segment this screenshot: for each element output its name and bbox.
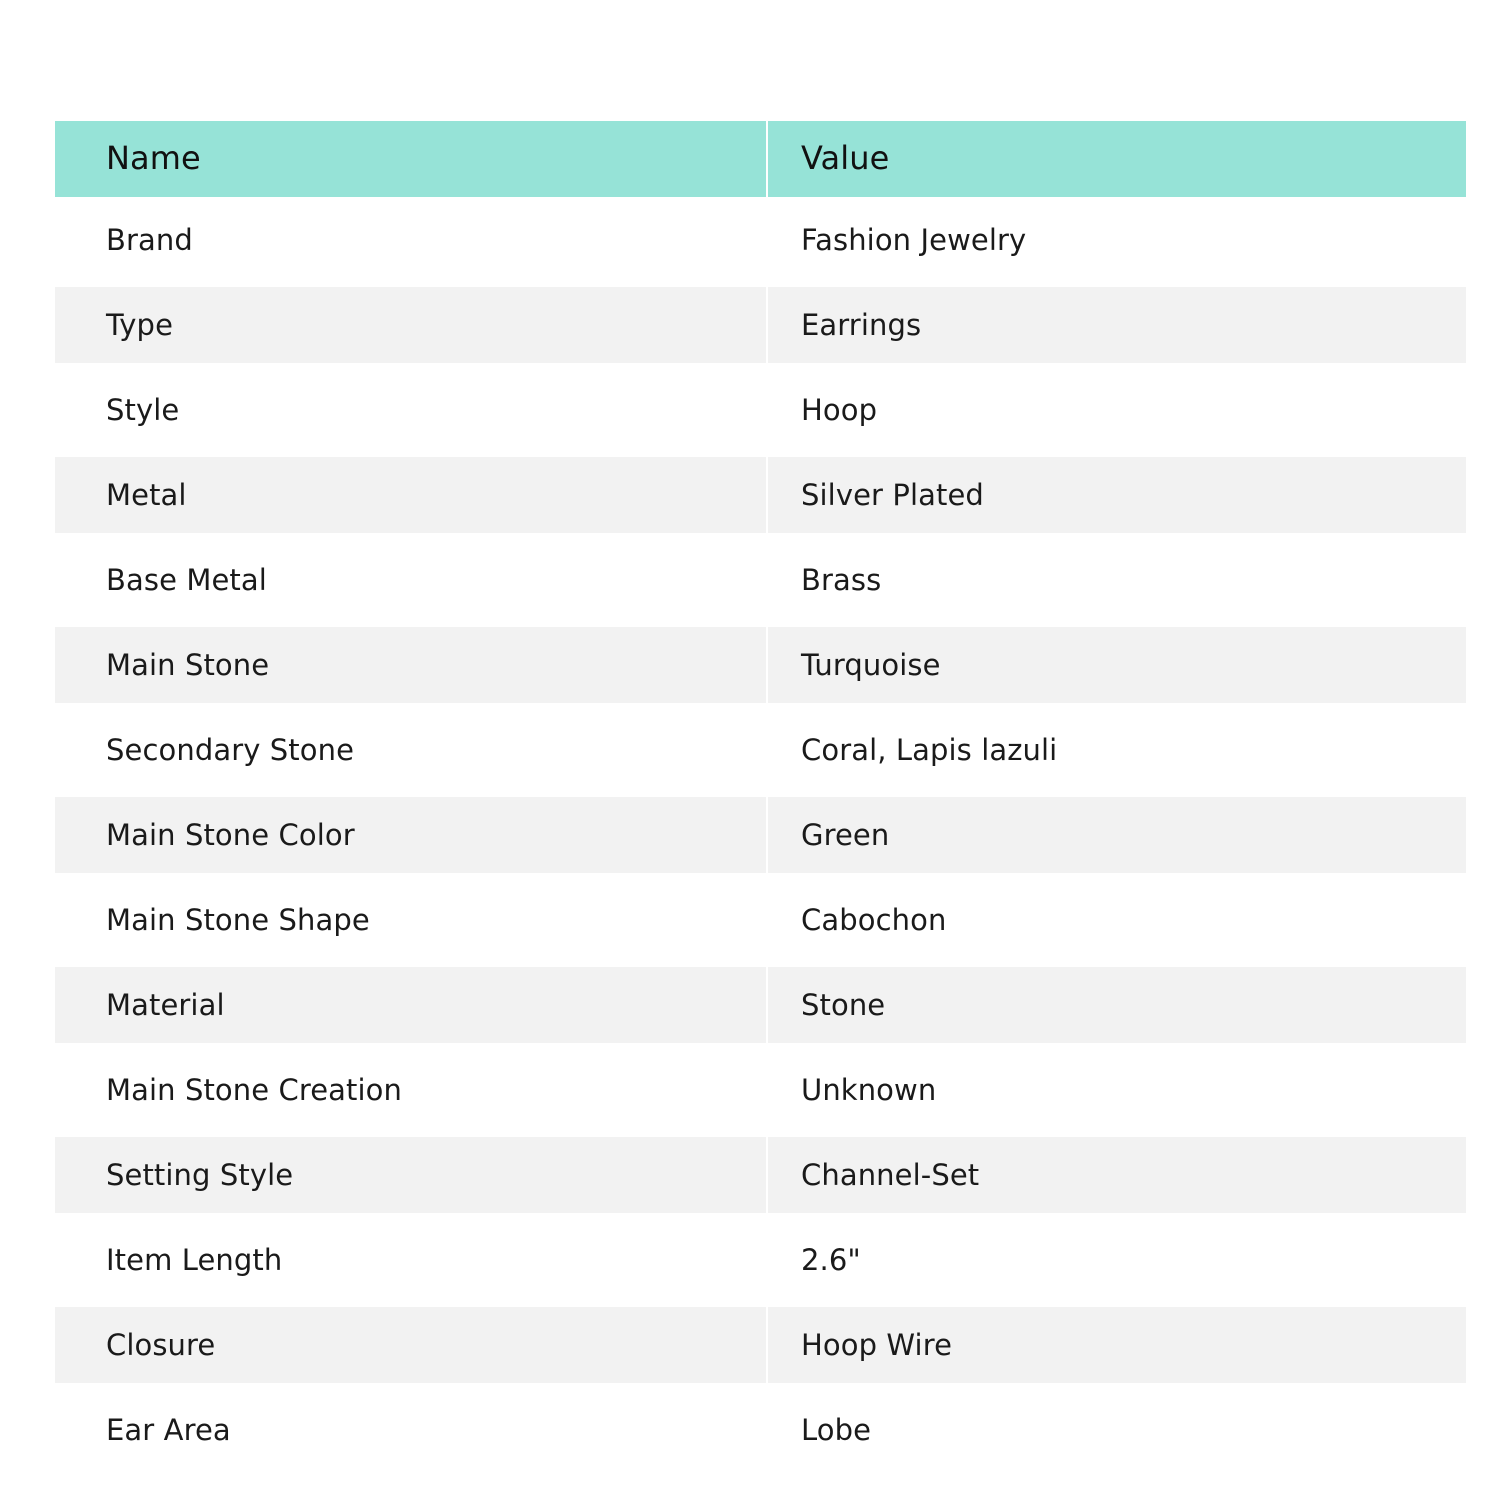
header-name: Name <box>55 121 766 197</box>
row-name: Secondary Stone <box>106 732 355 767</box>
row-value: Green <box>768 797 1466 873</box>
table-row <box>55 537 1466 622</box>
row-name: Setting Style <box>55 1137 766 1213</box>
row-value: Unknown <box>801 1072 937 1107</box>
row-name: Style <box>106 392 180 427</box>
row-name: Item Length <box>106 1242 283 1277</box>
row-value: Channel-Set <box>768 1137 1466 1213</box>
row-value: Fashion Jewelry <box>801 222 1027 257</box>
table-row <box>55 877 1466 962</box>
row-value: Hoop Wire <box>768 1307 1466 1383</box>
spec-table <box>55 121 1466 1472</box>
row-name: Main Stone Shape <box>106 902 370 937</box>
table-row <box>55 197 1466 282</box>
row-value: 2.6" <box>801 1242 861 1277</box>
table-row <box>55 797 1466 873</box>
row-value: Coral, Lapis lazuli <box>801 732 1058 767</box>
row-name: Metal <box>55 457 766 533</box>
table-row <box>55 367 1466 452</box>
row-value: Turquoise <box>768 627 1466 703</box>
row-name: Closure <box>55 1307 766 1383</box>
header-value: Value <box>768 121 1466 197</box>
table-row <box>55 1307 1466 1383</box>
row-value: Hoop <box>801 392 878 427</box>
row-name: Ear Area <box>106 1412 231 1447</box>
table-row <box>55 1047 1466 1132</box>
row-value: Silver Plated <box>768 457 1466 533</box>
row-value: Stone <box>768 967 1466 1043</box>
table-row <box>55 1137 1466 1213</box>
row-name: Brand <box>106 222 193 257</box>
row-value: Brass <box>801 562 882 597</box>
row-name: Main Stone Creation <box>106 1072 403 1107</box>
table-row <box>55 707 1466 792</box>
table-row <box>55 1217 1466 1302</box>
row-value: Earrings <box>768 287 1466 363</box>
table-header <box>55 121 1466 197</box>
table-row <box>55 457 1466 533</box>
row-value: Lobe <box>801 1412 872 1447</box>
table-row <box>55 1387 1466 1472</box>
row-value: Cabochon <box>801 902 947 937</box>
row-name: Main Stone Color <box>55 797 766 873</box>
table-row <box>55 627 1466 703</box>
table-row <box>55 967 1466 1043</box>
row-name: Main Stone <box>55 627 766 703</box>
row-name: Base Metal <box>106 562 267 597</box>
row-name: Type <box>55 287 766 363</box>
table-row <box>55 287 1466 363</box>
row-name: Material <box>55 967 766 1043</box>
